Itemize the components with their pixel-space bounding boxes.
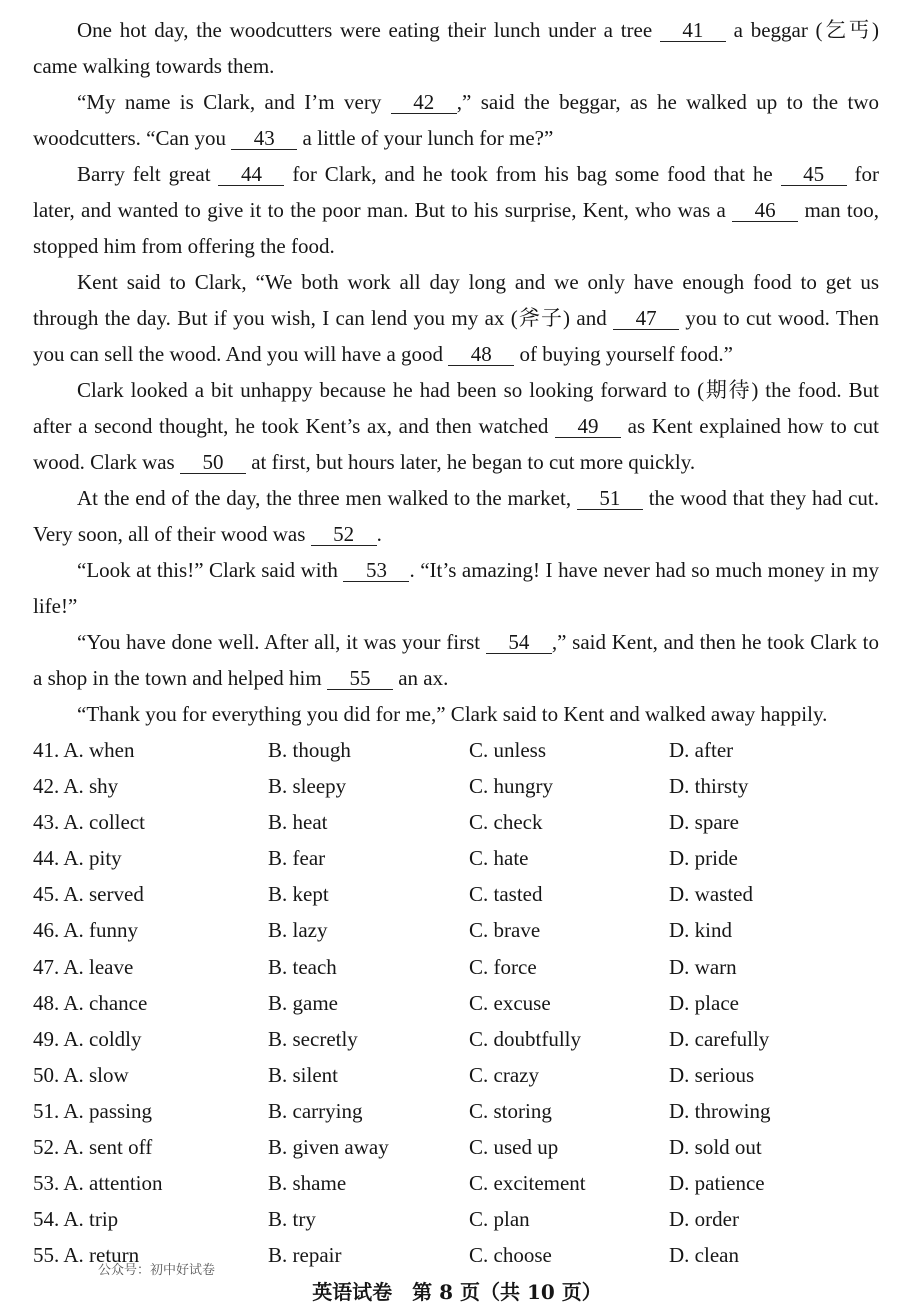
passage-text: for Clark, and he took from his bag some food that he xyxy=(284,162,781,186)
passage-paragraph xyxy=(33,156,879,264)
options-list xyxy=(33,732,879,1273)
option-b: B. game xyxy=(268,990,338,1015)
option-a-text: A. trip xyxy=(63,1207,119,1232)
blank-42: 42 xyxy=(391,91,457,114)
option-d: D. throwing xyxy=(669,1098,771,1123)
passage-paragraph xyxy=(33,264,879,372)
option-c: C. tasted xyxy=(469,882,543,907)
passage-text: a beggar (乞丐) came walking towards them. xyxy=(33,18,879,78)
option-d: D. spare xyxy=(669,810,739,835)
question-row-42 xyxy=(33,768,879,804)
passage-text: ,” said the beggar, as he walked up to the two woodcutters. “Can you xyxy=(33,90,879,150)
blank-53: 53 xyxy=(343,559,409,582)
option-b: B. heat xyxy=(268,810,328,835)
question-number: 41. xyxy=(33,738,60,762)
option-a xyxy=(33,1093,152,1129)
option-a xyxy=(33,1201,118,1237)
passage-text: . “It’s amazing! I have never had so much money in my life!” xyxy=(33,558,879,618)
question-row-48 xyxy=(33,985,879,1021)
blank-45: 45 xyxy=(781,163,847,186)
question-number: 47. xyxy=(33,954,60,979)
question-row-43 xyxy=(33,804,879,840)
question-number: 54. xyxy=(33,1207,60,1232)
option-a-text: A. funny xyxy=(63,918,139,943)
question-number: 49. xyxy=(33,1026,60,1051)
option-d: D. pride xyxy=(669,846,738,871)
passage-text: Clark looked a bit unhappy because he had been so looking forward to (期待) the food. But after a second thought, he took Kent’s ax, and then watched xyxy=(33,378,879,438)
option-b: B. given away xyxy=(268,1135,389,1160)
option-d: D. patience xyxy=(669,1171,765,1196)
passage-text: “You have done well. After all, it was your first xyxy=(77,630,486,654)
question-number: 48. xyxy=(33,990,60,1015)
option-b: B. try xyxy=(268,1207,316,1232)
option-b: B. teach xyxy=(268,954,337,979)
option-a-text: A. leave xyxy=(63,954,134,979)
option-d: D. clean xyxy=(669,1243,739,1268)
question-number: 53. xyxy=(33,1171,60,1196)
option-b: B. fear xyxy=(268,846,326,871)
question-number: 45. xyxy=(33,882,60,907)
option-d: D. warn xyxy=(669,954,737,979)
option-c: C. hungry xyxy=(469,774,553,799)
passage-paragraph xyxy=(33,696,879,732)
passage-paragraph xyxy=(33,624,879,696)
question-row-41 xyxy=(33,732,879,768)
passage-paragraph xyxy=(33,372,879,480)
option-d: D. carefully xyxy=(669,1026,770,1051)
question-number: 44. xyxy=(33,846,60,871)
option-c: C. check xyxy=(469,810,543,835)
option-c: C. hate xyxy=(469,846,529,871)
option-c: C. choose xyxy=(469,1243,552,1268)
question-number: 50. xyxy=(33,1062,60,1087)
option-d: D. place xyxy=(669,990,739,1015)
option-a-text: A. passing xyxy=(63,1098,153,1123)
option-a xyxy=(33,985,147,1021)
option-b: B. secretly xyxy=(268,1026,358,1051)
question-number: 55. xyxy=(33,1243,60,1268)
blank-52: 52 xyxy=(311,523,377,546)
passage-text: One hot day, the woodcutters were eating their lunch under a tree xyxy=(77,18,660,42)
question-row-52 xyxy=(33,1129,879,1165)
question-row-53 xyxy=(33,1165,879,1201)
passage-text: as Kent explained how to cut wood. Clark was xyxy=(33,414,879,474)
option-a xyxy=(33,732,135,768)
option-d: D. thirsty xyxy=(669,774,749,799)
blank-51: 51 xyxy=(577,487,643,510)
option-a xyxy=(33,768,118,804)
passage-text: you to cut wood. Then you can sell the wood. And you will have a good xyxy=(33,306,879,366)
passage-text: of buying yourself food.” xyxy=(514,342,733,366)
option-c: C. excitement xyxy=(469,1171,586,1196)
question-row-47 xyxy=(33,949,879,985)
option-a-text: A. sent off xyxy=(63,1135,153,1160)
option-c: C. force xyxy=(469,954,537,979)
option-b: B. shame xyxy=(268,1171,347,1196)
option-b: B. sleepy xyxy=(268,774,347,799)
option-a xyxy=(33,1129,152,1165)
option-a-text: A. return xyxy=(63,1243,140,1268)
option-a xyxy=(33,1057,129,1093)
option-c: C. used up xyxy=(469,1135,559,1160)
question-number: 46. xyxy=(33,918,60,943)
passage-text: for later, and wanted to give it to the poor man. But to his surprise, Kent, who was a xyxy=(33,162,879,222)
option-d: D. kind xyxy=(669,918,732,943)
question-row-49 xyxy=(33,1021,879,1057)
passage-text: Barry felt great xyxy=(77,162,219,186)
passage-text: “My name is Clark, and I’m very xyxy=(77,90,391,114)
option-a xyxy=(33,949,133,985)
blank-43: 43 xyxy=(231,127,297,150)
blank-50: 50 xyxy=(180,451,246,474)
option-c: C. doubtfully xyxy=(469,1026,582,1051)
question-row-45 xyxy=(33,876,879,912)
option-d: D. serious xyxy=(669,1062,755,1087)
option-a-text: A. pity xyxy=(63,846,122,871)
passage-text: an ax. xyxy=(392,666,449,690)
option-b: B. carrying xyxy=(268,1098,363,1123)
option-d: D. wasted xyxy=(669,882,753,907)
option-a-text: A. served xyxy=(63,882,144,907)
question-row-44 xyxy=(33,840,879,876)
passage-text: “Thank you for everything you did for me,” Clark said to Kent and walked away happily. xyxy=(77,702,828,726)
question-number: 51. xyxy=(33,1098,60,1123)
option-a-text: A. attention xyxy=(63,1171,163,1196)
passage-text: a little of your lunch for me?” xyxy=(297,126,554,150)
blank-54: 54 xyxy=(486,631,552,654)
option-a xyxy=(33,840,122,876)
blank-47: 47 xyxy=(613,307,679,330)
question-row-50 xyxy=(33,1057,879,1093)
passage-text: man too, stopped him from offering the food. xyxy=(33,198,880,258)
question-number: 52. xyxy=(33,1135,60,1160)
page-footer: 英语试卷 第 8 页（共 10 页） xyxy=(312,1280,602,1304)
option-c: C. storing xyxy=(469,1098,552,1123)
option-a xyxy=(33,1165,163,1201)
passage-text: ,” said Kent, and then he took Clark to a shop in the town and helped him xyxy=(33,630,879,690)
option-a xyxy=(33,1021,142,1057)
watermark: 公众号：初中好试卷 xyxy=(98,1263,216,1278)
passage-paragraph xyxy=(33,480,879,552)
option-d: D. order xyxy=(669,1207,739,1232)
question-row-46 xyxy=(33,912,879,948)
option-b: B. kept xyxy=(268,882,329,907)
option-a xyxy=(33,804,145,840)
option-a-text: A. when xyxy=(63,738,135,762)
passage-paragraph xyxy=(33,12,879,84)
passage-text: “Look at this!” Clark said with xyxy=(77,558,344,582)
blank-55: 55 xyxy=(327,667,393,690)
passage-paragraph xyxy=(33,84,879,156)
question-row-51 xyxy=(33,1093,879,1129)
option-b: B. repair xyxy=(268,1243,342,1268)
passage-text: the wood that they had cut. Very soon, all of their wood was xyxy=(33,486,879,546)
option-b: B. though xyxy=(268,738,351,762)
option-a-text: A. collect xyxy=(63,810,145,835)
option-c: C. unless xyxy=(469,738,547,762)
passage-paragraph xyxy=(33,552,879,624)
blank-48: 48 xyxy=(448,343,514,366)
option-a-text: A. slow xyxy=(63,1062,129,1087)
option-a xyxy=(33,912,138,948)
passage-text: . xyxy=(376,522,382,546)
question-row-54 xyxy=(33,1201,879,1237)
passage-text: at first, but hours later, he began to cut more quickly. xyxy=(245,450,696,474)
option-a-text: A. shy xyxy=(63,774,119,799)
cloze-passage xyxy=(33,12,879,732)
question-number: 42. xyxy=(33,774,60,799)
blank-49: 49 xyxy=(555,415,621,438)
passage-text: At the end of the day, the three men walked to the market, xyxy=(77,486,577,510)
blank-41: 41 xyxy=(660,19,726,42)
blank-46: 46 xyxy=(732,199,798,222)
option-a-text: A. chance xyxy=(63,990,148,1015)
option-d: D. sold out xyxy=(669,1135,762,1160)
option-c: C. plan xyxy=(469,1207,530,1232)
option-b: B. lazy xyxy=(268,918,328,943)
option-b: B. silent xyxy=(268,1062,339,1087)
option-d: D. after xyxy=(669,738,734,762)
question-number: 43. xyxy=(33,810,60,835)
blank-44: 44 xyxy=(218,163,284,186)
option-c: C. brave xyxy=(469,918,541,943)
option-a xyxy=(33,876,144,912)
option-a-text: A. coldly xyxy=(63,1026,142,1051)
option-c: C. crazy xyxy=(469,1062,539,1087)
option-c: C. excuse xyxy=(469,990,551,1015)
passage-text: Kent said to Clark, “We both work all day long and we only have enough food to get us through the day. But if you wish, I can lend you my ax (斧子) and xyxy=(33,270,879,330)
